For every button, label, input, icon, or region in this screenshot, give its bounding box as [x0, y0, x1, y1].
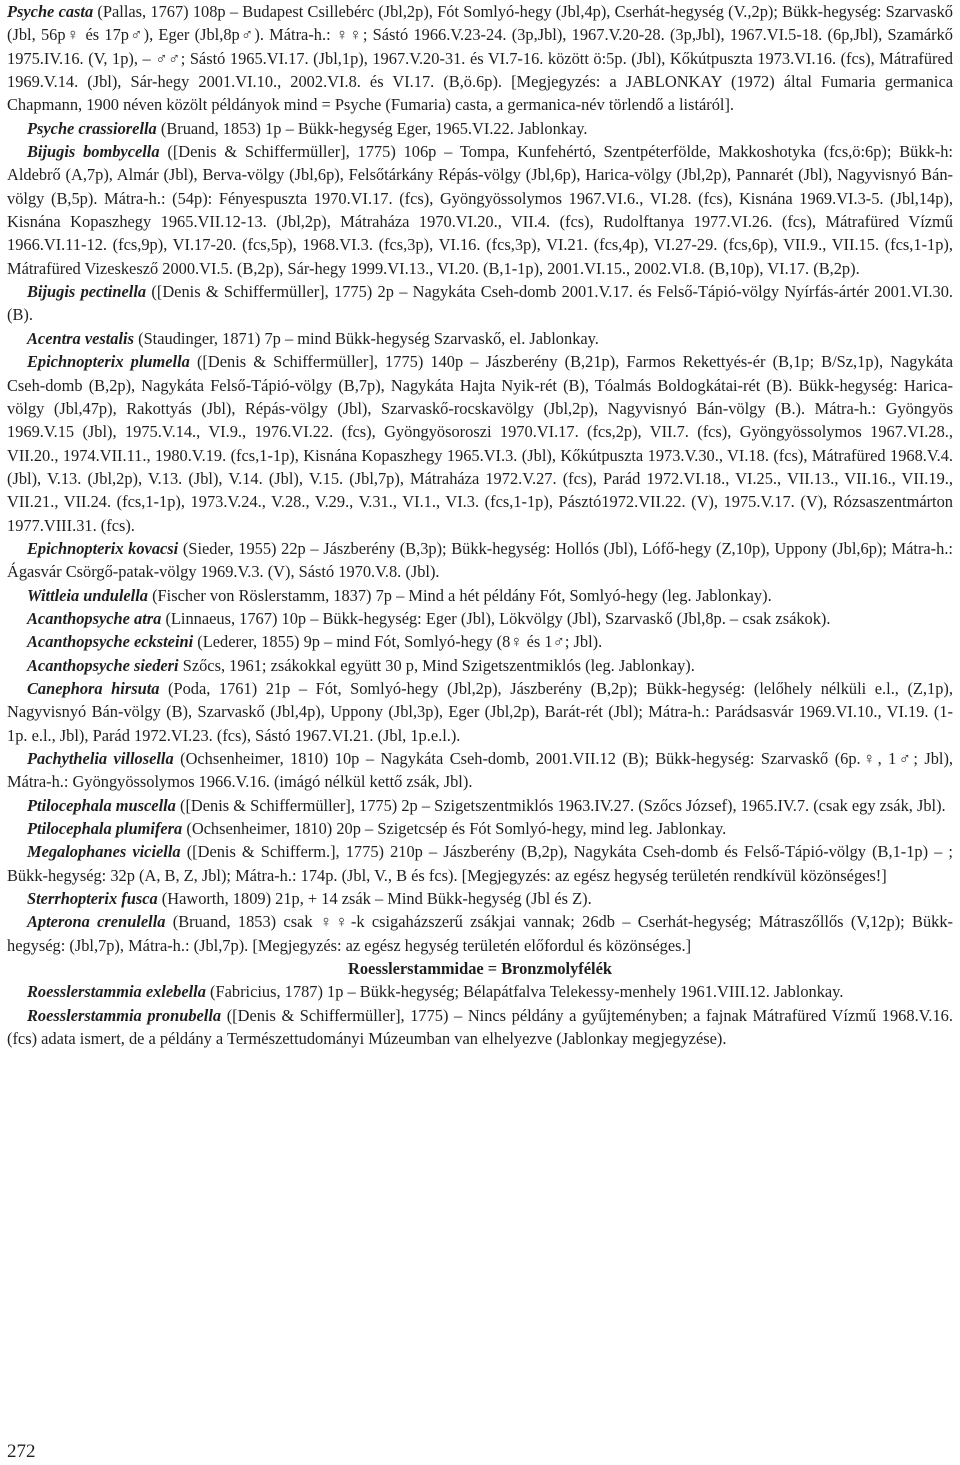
species-text: ([Denis & Schiffermüller], 1775) 2p – Nagykáta Cseh-domb 2001.V.17. és Felső-Tápió-völgy Nyírfás-ártér 2001.VI.30. (B). [7, 282, 953, 325]
species-name: Acanthopsyche siederi [27, 655, 179, 675]
species-entry [7, 654, 953, 677]
species-text: ([Denis & Schiffermüller], 1775) – Nincs példány a gyűjteményben; a fajnak Mátrafüred Vízmű 1968.V.16. (fcs) adata ismert, de a példány a Természettudományi Múzeumban van elhelyezve (Jablonkay megjegyzése). [7, 1005, 953, 1049]
species-text: ([Denis & Schifferm.], 1775) 210p – Jászberény (B,2p), Nagykáta Cseh-domb és Felső-Tápió-völgy (B,1-1p) – ; Bükk-hegység: 32p (A, B, Z, Jbl); Mátra-h.: 174p. (Jbl, V., B és fcs). [Megjegyzés: az egész hegység területén rendkívül közönséges!] [7, 842, 953, 885]
species-entry [7, 537, 953, 584]
species-name: Psyche crassiorella [27, 118, 157, 138]
species-entry [7, 1004, 953, 1051]
species-text: (Poda, 1761) 21p – Fót, Somlyó-hegy (Jbl,2p), Jászberény (B,2p); Bükk-hegység: (lelőhely nélküli e.l., (Z,1p), Nagyvisnyó Bán-völgy (B), Szarvaskő (Jbl,4p), Uppony (Jbl,3p), Eger (Jbl,2p), Barát-rét (Jbl); Mátra-h.: Parádsasvár 1969.VI.10., VI.19. (1-1p. e.l., Jbl), Parád 1972.VI.23. (fcs), Sástó 1967.VI.21. (Jbl, 1p.e.l.). [7, 678, 953, 745]
species-entry [7, 817, 953, 840]
species-entry [7, 980, 953, 1003]
species-text: (Sieder, 1955) 22p – Jászberény (B,3p); Bükk-hegység: Hollós (Jbl), Lófő-hegy (Z,10p), Uppony (Jbl,6p); Mátra-h.: Ágasvár Csörgő-patak-völgy 1969.V.3. (V), Sástó 1970.V.8. (Jbl). [7, 538, 953, 582]
species-text: ([Denis & Schiffermüller], 1775) 106p – Tompa, Kunfehértó, Szentpéterfölde, Makkoshotyka (fcs,ö:6p); Bükk-h: Aldebrő (A,7p), Almár (Jbl), Berva-völgy (Jbl,6p), Felsőtárkány Répás-völgy (Jbl,6p), Harica-völgy (Jbl,2p), Pannarét (Jbl), Nagyvisnyó Bán-völgy (B,5p). Mátra-h.: (54p): Fényespuszta 1970.VI.17. (fcs), Gyöngyössolymos 1967.VI.6., VI.28. (fcs), Kisnána 1969.VI.3-5. (Jbl,14p), Kisnána Kopaszhegy 1965.VII.12-13. (Jbl,2p), Mátraháza 1970.VI.20., VII.4. (fcs), Rudolftanya 1977.VI.26. (fcs), Mátrafüred Vízmű 1966.VI.11-12. (fcs,9p), VI.17-20. (fcs,5p), 1968.VI.3. (fcs,3p), VI.16. (fcs,3p), VI.21. (fcs,4p), VI.27-29. (fcs,6p), VII.9., VII.15. (fcs,1-1p), Mátrafüred Vizeskesző 2000.VI.5. (B,2p), Sár-hegy 1999.VI.13., VI.20. (B,1-1p), 2001.VI.15., 2002.VI.8. (B,10p), VI.17. (B,2p). [7, 142, 953, 278]
species-entry [7, 677, 953, 747]
page-number: 272 [7, 1441, 36, 1462]
page-body [7, 0, 953, 1050]
species-entry [7, 840, 953, 887]
species-name: Megalophanes viciella [27, 842, 181, 862]
species-text: (Fischer von Röslerstamm, 1837) 7p – Mind a hét példány Fót, Somlyó-hegy (leg. Jablonkay). [152, 585, 772, 605]
species-entry [7, 887, 953, 910]
species-name: Epichnopterix plumella [27, 352, 190, 372]
species-name: Acanthopsyche ecksteini [27, 632, 194, 652]
species-text: (Lederer, 1855) 9p – mind Fót, Somlyó-hegy (8♀ és 1♂; Jbl). [197, 632, 603, 652]
species-name: Apterona crenulella [27, 912, 166, 932]
species-name: Ptilocephala muscella [27, 795, 176, 815]
species-name: Psyche casta [7, 2, 94, 21]
species-entry [7, 117, 953, 140]
species-name: Bijugis bombycella [27, 142, 160, 162]
species-text: (Bruand, 1853) 1p – Bükk-hegység Eger, 1965.VI.22. Jablonkay. [160, 118, 588, 138]
species-text: Szőcs, 1961; zsákokkal együtt 30 p, Mind Szigetszentmiklós (leg. Jablonkay). [182, 655, 695, 675]
species-text: (Pallas, 1767) 108p – Budapest Csillebérc (Jbl,2p), Fót Somlyó-hegy (Jbl,4p), Cserhát-hegység (V.,2p); Bükk-hegység: Szarvaskő (Jbl, 56p♀ és 17p♂), Eger (Jbl,8p♂). Mátra-h.: ♀♀; Sástó 1966.V.23-24. (3p,Jbl), 1967.V.20-28. (3p,Jbl), 1967.VI.5-18. (6p,Jbl), Szamárkő 1975.IV.16. (V, 1p), – ♂♂; Sástó 1965.VI.17. (Jbl,1p), 1967.V.20-31. és VI.7-16. között ö:5p. (Jbl), Kőkútpuszta 1973.VI.16. (fcs), Mátrafüred 1969.V.14. (Jbl), Sár-hegy 2001.VI.10., 2002.VI.8. és VI.17. (B,ö.6p). [Megjegyzés: a JABLONKAY (1972) által Fumaria germanica Chapmann, 1900 néven közölt példányok mind = Psyche (Fumaria) casta, a germanica-név törlendő a listáról]. [7, 2, 953, 115]
species-text: (Haworth, 1809) 21p, + 14 zsák – Mind Bükk-hegység (Jbl és Z). [161, 889, 592, 909]
species-name: Canephora hirsuta [27, 678, 160, 698]
species-name: Epichnopterix kovacsi [27, 538, 179, 558]
species-name: Bijugis pectinella [27, 282, 147, 302]
species-entry [7, 747, 953, 794]
species-name: Wittleia undulella [27, 585, 148, 605]
species-text: (Ochsenheimer, 1810) 20p – Szigetcsép és Fót Somlyó-hegy, mind leg. Jablonkay. [186, 819, 727, 839]
species-entry [7, 0, 953, 117]
species-text: ([Denis & Schiffermüller], 1775) 2p – Szigetszentmiklós 1963.IV.27. (Szőcs József), 1965.IV.7. (csak egy zsák, Jbl). [179, 795, 946, 815]
species-entry [7, 140, 953, 280]
species-text: (Bruand, 1853) csak ♀♀-k csigaházszerű zsákjai vannak; 26db – Cserhát-hegység; Mátraszőllős (V,12p); Bükk-hegység: (Jbl,7p), Mátra-h.: (Jbl,7p). [Megjegyzés: az egész hegység területén előfordul és közönséges.] [7, 912, 953, 955]
species-entry [7, 327, 953, 350]
species-name: Ptilocephala plumifera [27, 819, 183, 839]
species-name: Roesslerstammia pronubella [27, 1005, 222, 1025]
species-text: (Staudinger, 1871) 7p – mind Bükk-hegység Szarvaskő, el. Jablonkay. [138, 328, 599, 348]
species-name: Pachythelia villosella [27, 749, 174, 768]
species-text: ([Denis & Schiffermüller], 1775) 140p – Jászberény (B,21p), Farmos Rekettyés-ér (B,1p; B/Sz,1p), Nagykáta Cseh-domb (B,2p), Nagykáta Felső-Tápió-völgy (B,7p), Nagykáta Hajta Nyik-rét (B), Tóalmás Boldogkátai-rét (B). Bükk-hegység: Harica-völgy (Jbl,47p), Rakottyás (Jbl), Répás-völgy (Jbl), Szarvaskő-rocskavölgy (Jbl,2p), Nagyvisnyó Bán-völgy (B.). Mátra-h.: Gyöngyös 1969.V.15 (Jbl), 1975.V.14., VI.9., 1976.VI.22. (fcs), Gyöngyösoroszi 1970.VI.17. (fcs,2p), VII.7. (fcs), Gyöngyössolymos 1967.VI.28., VII.20., 1974.VII.11., 1980.V.19. (fcs,1-1p), Kisnána Kopaszhegy 1965.VI.3. (Jbl), Kőkútpuszta 1973.V.30., VI.18. (fcs), Mátrafüred 1968.V.4. (Jbl), V.13. (Jbl,2p), V.13. (Jbl), V.14. (Jbl), V.15. (Jbl,7p), Mátraháza 1972.V.27. (fcs), Parád 1972.VI.18., VI.25., VII.13., VII.16., VII.19., VII.21., VII.24. (fcs,1-1p), 1973.V.24., V.28., V.29., V.31., VI.1., VI.3. (fcs,1-1p), Pásztó1972.VII.22. (V), 1975.V.17. (V), Rózsaszentmárton 1977.VIII.31. (fcs). [7, 352, 953, 535]
species-text: (Linnaeus, 1767) 10p – Bükk-hegység: Eger (Jbl), Lökvölgy (Jbl), Szarvaskő (Jbl,8p. – csak zsákok). [165, 608, 831, 628]
species-entry [7, 350, 953, 537]
species-entry [7, 584, 953, 607]
species-text: (Fabricius, 1787) 1p – Bükk-hegység; Bélapátfalva Telekessy-menhely 1961.VIII.12. Jablonkay. [210, 982, 844, 1002]
species-name: Acanthopsyche atra [27, 608, 162, 628]
species-entry [7, 607, 953, 630]
species-entry [7, 910, 953, 957]
section-heading: Roesslerstammidae = Bronzmolyfélék [348, 959, 612, 979]
species-name: Sterrhopterix fusca [27, 889, 158, 909]
species-entry [7, 630, 953, 653]
species-name: Acentra vestalis [27, 328, 134, 348]
species-text: (Ochsenheimer, 1810) 10p – Nagykáta Cseh-domb, 2001.VII.12 (B); Bükk-hegység: Szarvaskő (6p.♀, 1♂; Jbl), Mátra-h.: Gyöngyössolymos 1966.V.16. (imágó nélkül kettő zsák, Jbl). [7, 749, 953, 792]
species-entry [7, 794, 953, 817]
species-entry [7, 280, 953, 327]
species-name: Roesslerstammia exlebella [27, 982, 206, 1002]
